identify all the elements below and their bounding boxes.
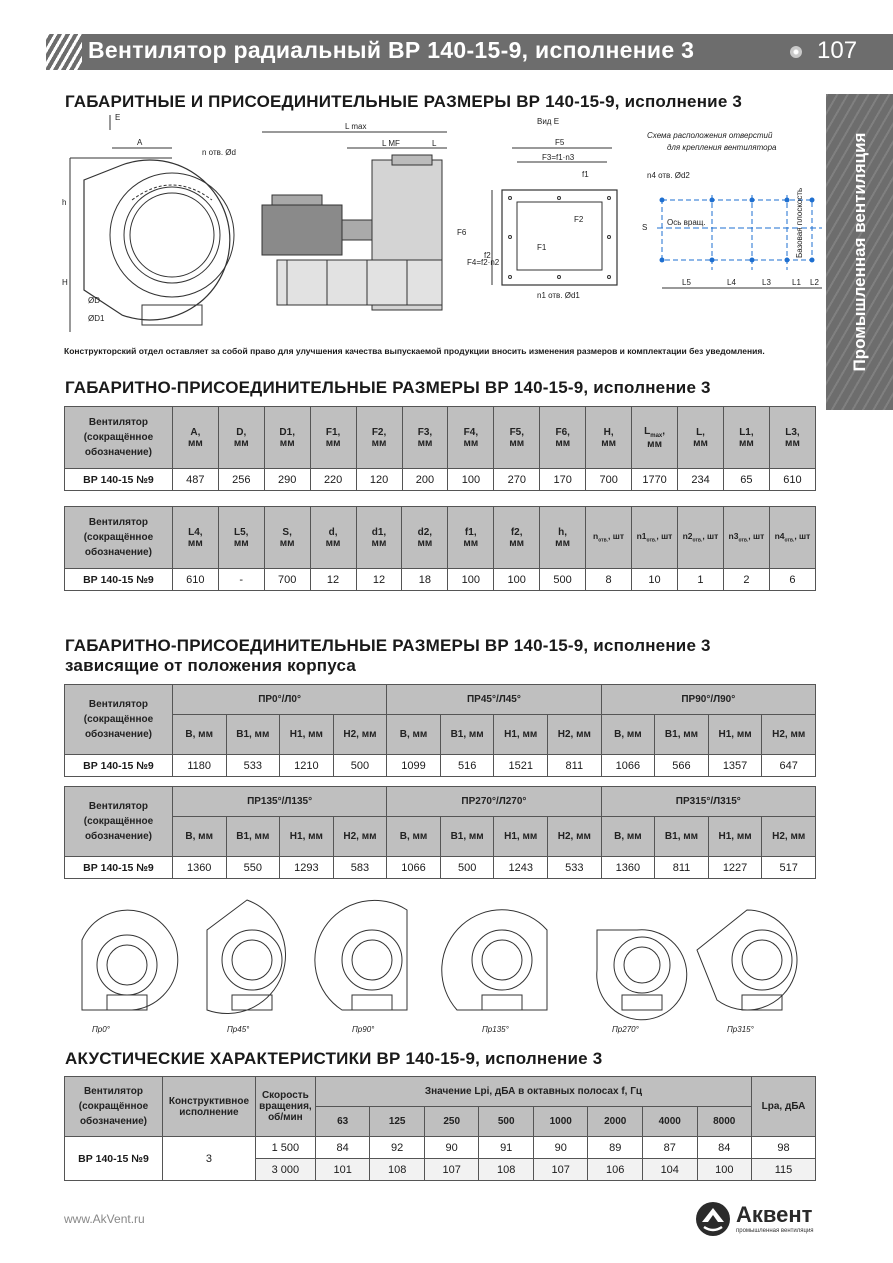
svg-text:Пр135°: Пр135° <box>482 1025 509 1034</box>
label-d: ØD <box>88 296 100 305</box>
dimensions-table-2 <box>64 506 816 591</box>
header-l1: L1, мм <box>723 407 769 469</box>
outlet-view-drawing <box>457 117 617 300</box>
page-number: 107 <box>817 37 858 64</box>
dimensions-table-1 <box>64 406 816 491</box>
side-tab <box>826 94 893 410</box>
header-speed: Скорость вращения, об/мин <box>255 1077 315 1137</box>
label-l5: L5 <box>682 278 691 287</box>
label-l1: L1 <box>792 278 801 287</box>
header-name-cell: Вентилятор (сокращённое обозначение) <box>65 1077 163 1137</box>
label-a: A <box>137 138 143 147</box>
header-l3: L3, мм <box>769 407 815 469</box>
header-h: H, мм <box>586 407 632 469</box>
logo-subtitle: промышленная вентиляция <box>736 1228 814 1234</box>
header-d-small: d, мм <box>310 507 356 569</box>
svg-text:Пр315°: Пр315° <box>727 1025 754 1034</box>
bullet-icon <box>790 46 802 58</box>
header-f1-small: f1, мм <box>448 507 494 569</box>
label-f5: F5 <box>555 138 565 147</box>
header-h-small: h, мм <box>540 507 586 569</box>
disclaimer-note: Конструкторский отдел оставляет за собой право для улучшения качества выпускаемой продукции вносить изменения размеров и комплектации без уведомления. <box>64 346 765 356</box>
schema-title-line2: для крепления вентилятора <box>667 143 777 152</box>
label-d1: ØD1 <box>88 314 105 323</box>
svg-text:Пр270°: Пр270° <box>612 1025 639 1034</box>
fan-position-pr315 <box>697 910 797 1034</box>
table-header-row <box>65 407 816 469</box>
header-lmax: $L_{max}$, мм <box>632 407 678 469</box>
table-group-row <box>65 685 816 715</box>
section3-subtitle: зависящие от положения корпуса <box>65 656 357 675</box>
label-f6: F6 <box>457 228 467 237</box>
fan-position-pr0 <box>82 910 178 1034</box>
label-l2: L2 <box>810 278 819 287</box>
label-os-vrasch: Ось вращ. <box>667 218 706 227</box>
section2-title: ГАБАРИТНО-ПРИСОЕДИНИТЕЛЬНЫЕ РАЗМЕРЫ ВР 140-15-9, исполнение 3 <box>65 378 711 397</box>
header-lpa: Lpa, дБА <box>752 1077 816 1137</box>
header-name-cell: Вентилятор (сокращённое обозначение) <box>65 685 173 755</box>
table-row: ВР 140-15 №9 487 256 290 220 120 200 100 270 170 700 1770 234 65 610 <box>65 469 816 491</box>
label-f1: F1 <box>537 243 547 252</box>
header-d2: d2, мм <box>402 507 448 569</box>
table-header-row <box>65 507 816 569</box>
fan-position-pr90 <box>315 900 407 1034</box>
label-f3: F3=f1·n3 <box>542 153 575 162</box>
front-view-drawing <box>62 113 236 332</box>
label-h-small: h <box>62 198 67 207</box>
header-d1: D1, мм <box>264 407 310 469</box>
label-f1-small: f1 <box>582 170 589 179</box>
header-name-cell: Вентилятор (сокращённое обозначение) <box>65 407 173 469</box>
header-name-cell: Вентилятор (сокращённое обозначение) <box>65 787 173 857</box>
header-f3: F3, мм <box>402 407 448 469</box>
label-vid-e: Вид Е <box>537 117 560 126</box>
section3-title: ГАБАРИТНО-ПРИСОЕДИНИТЕЛЬНЫЕ РАЗМЕРЫ ВР 140-15-9, исполнение 3 <box>65 636 711 655</box>
header-stripes <box>46 34 82 70</box>
section1-title: ГАБАРИТНЫЕ И ПРИСОЕДИНИТЕЛЬНЫЕ РАЗМЕРЫ ВР 140-15-9, исполнение 3 <box>65 92 743 111</box>
header-f4: F4, мм <box>448 407 494 469</box>
company-logo <box>694 1200 824 1240</box>
svg-text:Пр0°: Пр0° <box>92 1025 110 1034</box>
table-row: 3 000 101 108 107 108 107 106 104 100 115 <box>65 1159 816 1181</box>
group-pr0: ПР0°/Л0° <box>172 685 386 715</box>
header-name-cell: Вентилятор (сокращённое обозначение) <box>65 507 173 569</box>
header-l: L, мм <box>678 407 724 469</box>
label-f4: F4=f2·n2 <box>467 258 500 267</box>
side-view-drawing <box>262 122 447 310</box>
fan-position-pr45 <box>207 900 286 1034</box>
side-tab-label: Промышленная вентиляция <box>850 132 869 372</box>
label-l4: L4 <box>727 278 736 287</box>
page-header <box>50 34 893 70</box>
table-group-row <box>65 1077 816 1107</box>
mounting-hole-scheme <box>642 131 822 288</box>
table-row: ВР 140-15 №9 1360 550 1293 583 1066 500 1243 533 1360 811 1227 517 <box>65 857 816 879</box>
header-n2-otv: $n2_{отв.}$, шт <box>677 507 723 569</box>
position-drawings <box>62 890 822 1040</box>
label-f2: F2 <box>574 215 584 224</box>
header-f2-small: f2, мм <box>494 507 540 569</box>
svg-text:Пр45°: Пр45° <box>227 1025 250 1034</box>
group-pr270: ПР270°/Л270° <box>387 787 601 817</box>
table-subheader-row: B, мм B1, мм H1, мм H2, мм B, мм B1, мм H1, мм H2, мм B, мм B1, мм H1, мм H2, мм <box>65 817 816 857</box>
table-subheader-row: B, мм B1, мм H1, мм H2, мм B, мм B1, мм H1, мм H2, мм B, мм B1, мм H1, мм H2, мм <box>65 715 816 755</box>
header-d: D, мм <box>218 407 264 469</box>
position-table-2 <box>64 786 816 879</box>
table-row: ВР 140-15 №9 3 1 500 84 92 90 91 90 89 87 84 98 <box>65 1137 816 1159</box>
header-a: A, мм <box>172 407 218 469</box>
header-s: S, мм <box>264 507 310 569</box>
label-baz: Базовая плоскость <box>795 187 804 258</box>
logo-icon <box>694 1200 732 1238</box>
group-pr45: ПР45°/Л45° <box>387 685 601 715</box>
label-n1-otv: n1 отв. Ød1 <box>537 291 580 300</box>
section4-title: АКУСТИЧЕСКИЕ ХАРАКТЕРИСТИКИ ВР 140-15-9, исполнение 3 <box>65 1049 603 1068</box>
header-f5: F5, мм <box>494 407 540 469</box>
fan-position-pr135 <box>442 910 547 1034</box>
label-l3: L3 <box>762 278 771 287</box>
acoustic-table <box>64 1076 816 1181</box>
header-n4-otv: $n4_{отв.}$, шт <box>769 507 815 569</box>
table-row: ВР 140-15 №9 610 - 700 12 12 18 100 100 500 8 10 1 2 6 <box>65 569 816 591</box>
header-f2: F2, мм <box>356 407 402 469</box>
label-h-big: H <box>62 278 68 287</box>
group-pr135: ПР135°/Л135° <box>172 787 386 817</box>
header-d1-small: d1, мм <box>356 507 402 569</box>
footer-url[interactable]: www.AkVent.ru <box>64 1212 145 1226</box>
header-l4: L4, мм <box>172 507 218 569</box>
group-pr90: ПР90°/Л90° <box>601 685 815 715</box>
schema-title-line1: Схема расположения отверстий <box>647 131 773 140</box>
label-lmax: L max <box>345 122 367 131</box>
table-subheader-row: 63 125 250 500 1000 2000 4000 8000 <box>65 1107 816 1137</box>
position-table-1 <box>64 684 816 777</box>
header-n3-otv: $n3_{отв.}$, шт <box>723 507 769 569</box>
label-n-otv: n отв. Ød <box>202 148 236 157</box>
header-f1: F1, мм <box>310 407 356 469</box>
fan-position-pr270 <box>597 930 687 1034</box>
header-n-otv: $n_{отв.}$, шт <box>586 507 632 569</box>
label-n4-otv: n4 отв. Ød2 <box>647 171 690 180</box>
label-l: L <box>432 139 437 148</box>
label-lmf: L MF <box>382 139 400 148</box>
header-l5: L5, мм <box>218 507 264 569</box>
group-pr315: ПР315°/Л315° <box>601 787 815 817</box>
header-f6: F6, мм <box>540 407 586 469</box>
svg-text:Пр90°: Пр90° <box>352 1025 375 1034</box>
header-n1-otv: $n1_{отв.}$, шт <box>631 507 677 569</box>
label-s: S <box>642 223 648 232</box>
header-design: Конструктивное исполнение <box>162 1077 255 1137</box>
label-e: E <box>115 113 121 122</box>
label-f2-small: f2 <box>484 251 491 260</box>
header-lpi: Значение Lpi, дБА в октавных полосах f, Гц <box>315 1077 751 1107</box>
table-row: ВР 140-15 №9 1180 533 1210 500 1099 516 1521 811 1066 566 1357 647 <box>65 755 816 777</box>
dimension-drawings <box>62 110 822 345</box>
table-group-row <box>65 787 816 817</box>
logo-text: Аквент <box>736 1202 813 1227</box>
page-title: Вентилятор радиальный ВР 140-15-9, исполнение 3 <box>88 37 695 63</box>
